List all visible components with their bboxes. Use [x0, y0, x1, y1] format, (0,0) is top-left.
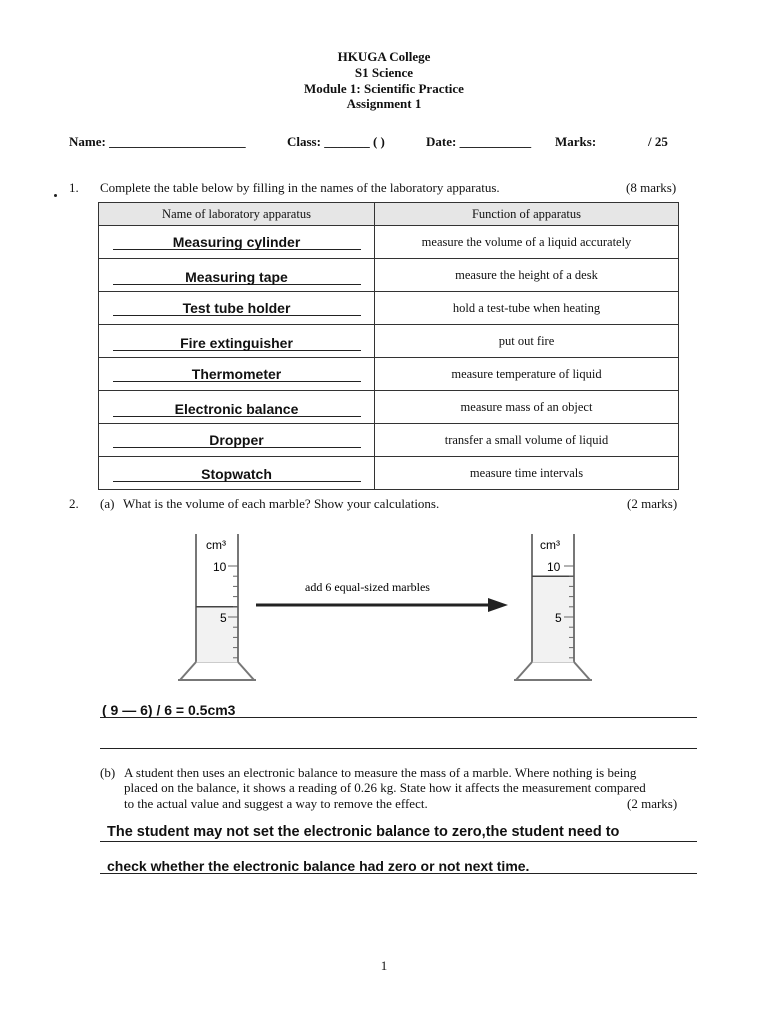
date-field: Date: ___________: [426, 134, 532, 149]
page-number: 1: [380, 958, 388, 973]
q1-prompt: Complete the table below by filling in the names of the laboratory apparatus.: [100, 180, 500, 195]
apparatus-name: Electronic balance: [113, 396, 361, 417]
apparatus-function: measure temperature of liquid: [375, 358, 679, 391]
apparatus-name: Test tube holder: [113, 299, 361, 316]
tick-10-before: 10: [213, 560, 227, 574]
q1-marks: (8 marks): [626, 180, 677, 195]
apparatus-name-cell: [99, 325, 375, 358]
apparatus-function: put out fire: [375, 325, 679, 358]
table-row: [99, 358, 679, 391]
answer-line: [100, 873, 697, 874]
apparatus-name-cell: [99, 226, 375, 259]
col-header-name: Name of laboratory apparatus: [99, 203, 375, 226]
level-title: S1 Science: [354, 65, 414, 80]
table-header-row: [99, 203, 679, 226]
cylinder-before: [178, 534, 256, 680]
cylinder-after: [514, 534, 592, 680]
q2b-answer-line-2: check whether the electronic balance had zero or not next time.: [107, 858, 530, 874]
q2a-marks: (2 marks): [627, 496, 678, 511]
unit-label-after: cm³: [540, 538, 560, 552]
answer-line: [100, 717, 697, 718]
apparatus-name: Fire extinguisher: [113, 330, 361, 351]
apparatus-name-cell: [99, 259, 375, 292]
apparatus-table: [98, 202, 679, 490]
q2-number: 2.: [69, 496, 79, 511]
liquid-after: [533, 576, 573, 662]
answer-line: [100, 841, 697, 842]
apparatus-name-cell: [99, 391, 375, 424]
apparatus-function: measure the volume of a liquid accurately: [375, 226, 679, 259]
apparatus-name-cell: [99, 292, 375, 325]
module-title: Module 1: Scientific Practice: [304, 81, 464, 96]
apparatus-function: hold a test-tube when heating: [375, 292, 679, 325]
arrow-label: add 6 equal-sized marbles: [305, 580, 430, 594]
liquid-before: [197, 607, 237, 662]
q2b-label: (b): [100, 765, 116, 780]
marks-label: Marks:: [555, 134, 597, 149]
answer-line: [100, 748, 697, 749]
apparatus-name-cell: [99, 457, 375, 490]
q2a-prompt: What is the volume of each marble? Show your calculations.: [123, 496, 440, 511]
q1-number: 1.: [69, 180, 79, 195]
table-row: [99, 325, 679, 358]
table-row: [99, 457, 679, 490]
arrow: [256, 598, 508, 612]
tick-5-after: 5: [555, 611, 562, 625]
q2a-answer: ( 9 — 6) / 6 = 0.5cm3: [102, 702, 236, 718]
table-row: [99, 259, 679, 292]
apparatus-name: Thermometer: [113, 365, 361, 382]
q2a-label: (a): [100, 496, 115, 511]
apparatus-name: Measuring cylinder: [113, 233, 361, 250]
school-name: HKUGA College: [337, 49, 431, 64]
stray-dot: [54, 194, 57, 197]
table-row: [99, 292, 679, 325]
table-row: [99, 226, 679, 259]
class-field: Class: _______ ( ): [287, 134, 385, 149]
unit-label-before: cm³: [206, 538, 226, 552]
apparatus-function: transfer a small volume of liquid: [375, 424, 679, 457]
col-header-function: Function of apparatus: [375, 203, 679, 226]
table-row: [99, 391, 679, 424]
apparatus-name: Stopwatch: [113, 463, 361, 482]
apparatus-name-cell: [99, 358, 375, 391]
apparatus-name: Measuring tape: [113, 264, 361, 285]
tick-5-before: 5: [220, 611, 227, 625]
name-field: Name: _____________________: [69, 134, 246, 149]
q2b-prompt-line-2: placed on the balance, it shows a reading of 0.26 kg. State how it affects the measurement compared: [124, 780, 646, 795]
apparatus-function: measure the height of a desk: [375, 259, 679, 292]
q2b-prompt-line-1: A student then uses an electronic balance to measure the mass of a marble. Where nothing is being: [124, 765, 637, 780]
marks-total: / 25: [648, 134, 668, 149]
assignment-title: Assignment 1: [346, 96, 422, 111]
apparatus-function: measure mass of an object: [375, 391, 679, 424]
cylinder-diagram: [170, 528, 600, 688]
table-row: [99, 424, 679, 457]
q2b-marks: (2 marks): [627, 796, 678, 811]
apparatus-name: Dropper: [113, 431, 361, 448]
q2b-prompt-line-3: to the actual value and suggest a way to remove the effect.: [124, 796, 428, 811]
apparatus-function: measure time intervals: [375, 457, 679, 490]
apparatus-name-cell: [99, 424, 375, 457]
q2b-answer-line-1: The student may not set the electronic balance to zero,the student need to: [107, 824, 620, 840]
tick-10-after: 10: [547, 560, 561, 574]
